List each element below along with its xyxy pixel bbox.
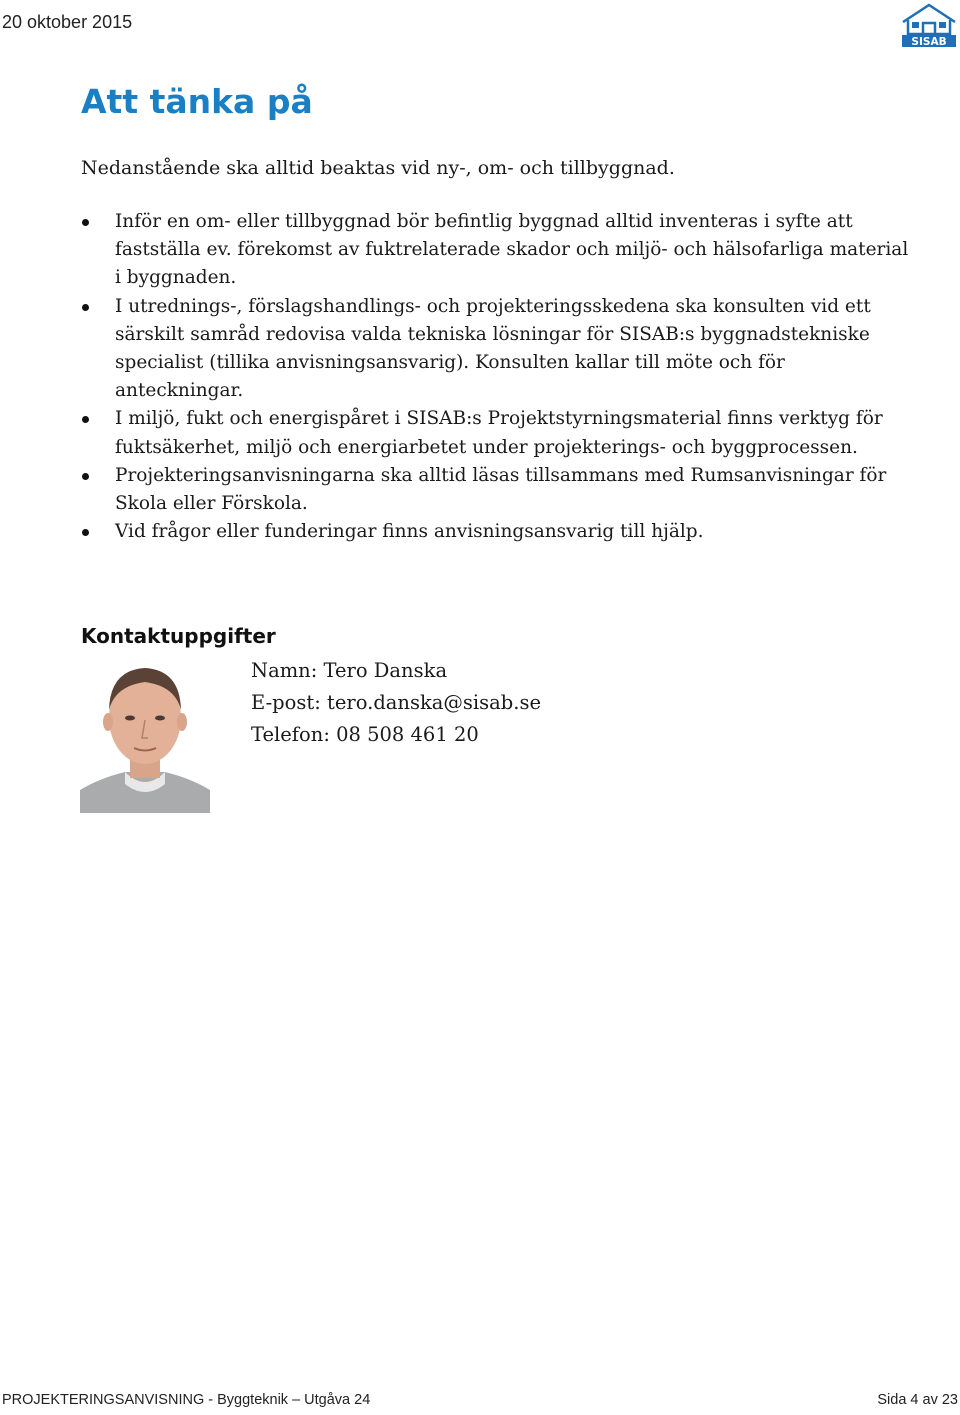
list-item: [80, 462, 910, 518]
bullet-icon: [82, 473, 89, 480]
contact-phone: Telefon: 08 508 461 20: [251, 723, 479, 746]
bullet-icon: [82, 219, 89, 226]
footer-page-number: Sida 4 av 23: [877, 1392, 958, 1408]
bullet-icon: [82, 304, 89, 311]
svg-text:SISAB: SISAB: [911, 36, 947, 48]
list-item: [80, 208, 910, 293]
footer-document-title: PROJEKTERINGSANVISNING - Byggteknik – Utgåva 24: [2, 1392, 371, 1408]
considerations-list: [80, 208, 910, 546]
contact-heading: Kontaktuppgifter: [81, 624, 276, 648]
contact-photo: [80, 660, 210, 813]
list-item: [80, 293, 910, 406]
bullet-icon: [82, 416, 89, 423]
list-item-text: I miljö, fukt och energispåret i SISAB:s Projektstyrningsmaterial finns verktyg för fuktsäkerhet, miljö och energiarbetet under projekterings- och byggprocessen.: [115, 408, 883, 458]
list-item-text: Vid frågor eller funderingar finns anvisningsansvarig till hjälp.: [115, 521, 704, 543]
contact-email[interactable]: E-post: tero.danska@sisab.se: [251, 691, 542, 714]
list-item-text: I utrednings-, förslagshandlings- och projekteringsskedena ska konsulten vid ett särskilt samråd redovisa valda tekniska lösningar för SISAB:s byggnadstekniske specialist (tillika anvisningsansvarig). Konsulten kallar till möte och för anteckningar.: [115, 295, 871, 402]
list-item-text: Inför en om- eller tillbyggnad bör befintlig byggnad alltid inventeras i syfte att fastställa ev. förekomst av fuktrelaterade skador och miljö- och hälsofarliga material i byggnaden.: [115, 211, 909, 289]
list-item: [80, 518, 910, 546]
header-date: 20 oktober 2015: [2, 12, 133, 32]
intro-paragraph: Nedanstående ska alltid beaktas vid ny-, om- och tillbyggnad.: [81, 157, 675, 179]
contact-name: Namn: Tero Danska: [251, 659, 448, 682]
bullet-icon: [82, 529, 89, 536]
contact-details: [251, 655, 541, 751]
list-item-text: Projekteringsanvisningarna ska alltid läsas tillsammans med Rumsanvisningar för Skola eller Förskola.: [115, 464, 887, 515]
list-item: [80, 405, 910, 461]
sisab-logo: [900, 2, 958, 48]
page-title: Att tänka på: [81, 82, 313, 121]
